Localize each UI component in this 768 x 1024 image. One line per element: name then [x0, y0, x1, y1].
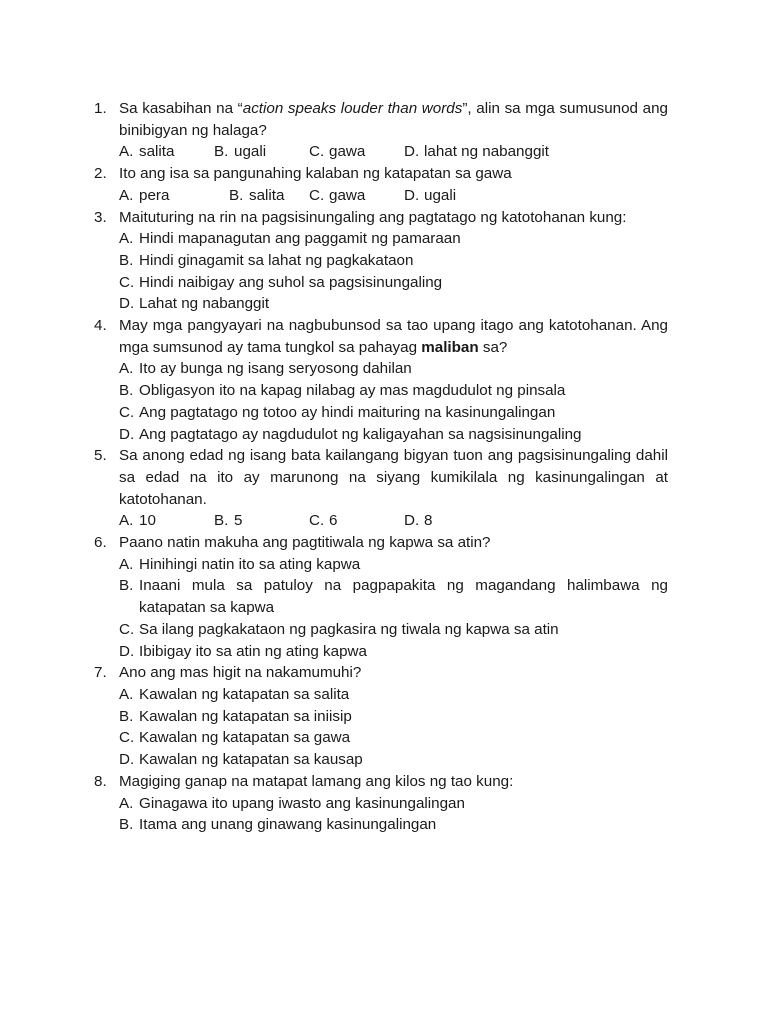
- question-stem: [119, 315, 668, 358]
- stem-text: May mga pangyayari na nagbubunsod sa tao upang itago ang katotohanan. Ang mga sumsunod ay tama tungkol sa pahayag: [119, 317, 668, 356]
- question-number: 4.: [94, 317, 107, 335]
- choice-b: [214, 141, 309, 163]
- choice-b: [119, 380, 668, 402]
- choice-text: ugali: [234, 143, 267, 161]
- choice-letter: A.: [119, 555, 134, 573]
- choice-letter: B.: [119, 577, 134, 595]
- stem-italic-quote: action speaks louder than words: [242, 100, 463, 117]
- choice-letter: C.: [119, 620, 135, 638]
- choice-text: ugali: [424, 186, 457, 204]
- choice-b: [119, 575, 668, 618]
- choice-d: [119, 424, 668, 446]
- stem-bold-word: maliban: [421, 338, 479, 356]
- choice-a: [119, 554, 668, 576]
- question-6: [94, 532, 668, 662]
- choice-d: [404, 185, 604, 207]
- choice-letter: C.: [119, 273, 135, 291]
- choice-letter: D.: [404, 143, 420, 161]
- choice-a: [119, 358, 668, 380]
- choice-text: Ibibigay ito sa atin ng ating kapwa: [139, 642, 367, 660]
- question-number: 8.: [94, 772, 107, 790]
- choice-c: [119, 619, 668, 641]
- choice-text: Ginagawa ito upang iwasto ang kasinungalingan: [139, 794, 465, 812]
- choice-d: [404, 141, 604, 163]
- choice-text: Lahat ng nabanggit: [139, 295, 270, 313]
- choice-letter: C.: [309, 512, 325, 530]
- question-8: [94, 771, 668, 836]
- choices: [119, 358, 668, 445]
- question-2: [94, 163, 668, 206]
- choice-letter: C.: [119, 403, 135, 421]
- choice-letter: B.: [214, 512, 229, 530]
- choice-text: gawa: [329, 186, 366, 204]
- question-5: [94, 445, 668, 532]
- choice-a: [119, 141, 214, 163]
- choice-text: Itama ang unang ginawang kasinungalingan: [139, 816, 437, 834]
- choice-letter: A.: [119, 143, 134, 161]
- choice-d: [404, 510, 604, 532]
- question-stem: Paano natin makuha ang pagtitiwala ng kapwa sa atin?: [119, 534, 491, 552]
- choice-text: Kawalan ng katapatan sa salita: [139, 685, 350, 703]
- question-stem: Sa anong edad ng isang bata kailangang bigyan tuon ang pagsisinungaling dahil sa edad na ito ay marunong na siyang kumikilala ng kasinungalingan at katotohanan.: [119, 447, 668, 508]
- choice-letter: A.: [119, 512, 134, 530]
- choice-a: [119, 510, 214, 532]
- stem-text: sa?: [478, 338, 508, 356]
- choice-text: Ang pagtatago ay nagdudulot ng kaligayahan sa nagsisinungaling: [139, 425, 582, 443]
- choice-letter: B.: [119, 816, 134, 834]
- question-number: 6.: [94, 534, 107, 552]
- question-stem: Magiging ganap na matapat lamang ang kilos ng tao kung:: [119, 772, 514, 790]
- choice-d: [119, 641, 668, 663]
- choice-b: [119, 250, 668, 272]
- question-number: 1.: [94, 100, 107, 117]
- choice-text: 5: [234, 512, 243, 530]
- choice-letter: B.: [229, 186, 244, 204]
- choice-text: 8: [424, 512, 433, 530]
- choice-text: Inaani mula sa patuloy na pagpapakita ng magandang halimbawa ng katapatan sa kapwa: [139, 577, 668, 617]
- choice-c: [119, 727, 668, 749]
- choice-letter: D.: [119, 425, 135, 443]
- question-7: [94, 662, 668, 771]
- question-number: 7.: [94, 664, 107, 682]
- choice-text: lahat ng nabanggit: [424, 143, 549, 161]
- choice-b: [119, 706, 668, 728]
- choice-text: Hinihingi natin ito sa ating kapwa: [139, 555, 361, 573]
- choice-letter: A.: [119, 360, 134, 378]
- choice-text: Hindi naibigay ang suhol sa pagsisinungaling: [139, 273, 443, 291]
- choice-a: [119, 185, 229, 207]
- question-3: [94, 207, 668, 316]
- choice-text: Ito ay bunga ng isang seryosong dahilan: [139, 360, 412, 378]
- choice-text: 10: [139, 512, 156, 530]
- choice-b: [214, 510, 309, 532]
- choice-d: [119, 749, 668, 771]
- choice-c: [309, 141, 404, 163]
- choice-text: Kawalan ng katapatan sa gawa: [139, 729, 351, 747]
- choice-c: [119, 272, 668, 294]
- question-number: 2.: [94, 165, 107, 183]
- choice-text: Ang pagtatago ng totoo ay hindi maituring na kasinungalingan: [139, 403, 556, 421]
- choice-b: [119, 814, 668, 836]
- choice-text: pera: [139, 186, 170, 204]
- choice-letter: C.: [309, 143, 325, 161]
- question-1: [94, 98, 668, 163]
- question-stem: [119, 98, 668, 141]
- stem-text: ”, alin sa mga sumusunod ang binibigyan ng halaga?: [119, 100, 668, 139]
- choice-text: Kawalan ng katapatan sa kausap: [139, 751, 363, 769]
- choice-letter: D.: [119, 751, 135, 769]
- choice-c: [119, 402, 668, 424]
- choice-a: [119, 684, 668, 706]
- choice-c: [309, 185, 404, 207]
- question-stem: Ano ang mas higit na nakamumuhi?: [119, 664, 362, 682]
- choices: [119, 793, 668, 836]
- choices: [119, 185, 668, 207]
- choice-letter: B.: [214, 143, 229, 161]
- choice-letter: D.: [404, 186, 420, 204]
- choice-text: Obligasyon ito na kapag nilabag ay mas magdudulot ng pinsala: [139, 382, 566, 400]
- question-number: 3.: [94, 208, 107, 226]
- choice-letter: D.: [119, 642, 135, 660]
- choice-b: [229, 185, 309, 207]
- choice-letter: A.: [119, 230, 134, 248]
- choices: [119, 228, 668, 315]
- choice-letter: B.: [119, 382, 134, 400]
- choice-c: [309, 510, 404, 532]
- choice-text: gawa: [329, 143, 366, 161]
- question-stem: Ito ang isa sa pangunahing kalaban ng katapatan sa gawa: [119, 165, 512, 183]
- choice-letter: D.: [119, 295, 135, 313]
- choice-text: Sa ilang pagkakataon ng pagkasira ng tiwala ng kapwa sa atin: [139, 620, 559, 638]
- choices: [119, 684, 668, 771]
- choice-letter: C.: [309, 186, 325, 204]
- question-number: 5.: [94, 447, 107, 465]
- choice-letter: A.: [119, 685, 134, 703]
- choice-a: [119, 228, 668, 250]
- choice-text: salita: [139, 143, 175, 161]
- choices: [119, 141, 668, 163]
- choice-letter: B.: [119, 251, 134, 269]
- choice-letter: B.: [119, 707, 134, 725]
- choice-letter: A.: [119, 186, 134, 204]
- question-list: [94, 98, 668, 836]
- choice-a: [119, 793, 668, 815]
- stem-text: Sa kasabihan na “: [119, 100, 243, 117]
- choice-text: Hindi mapanagutan ang paggamit ng pamaraan: [139, 230, 461, 248]
- choice-letter: C.: [119, 729, 135, 747]
- choice-text: Kawalan ng katapatan sa iniisip: [139, 707, 352, 725]
- choice-text: salita: [249, 186, 285, 204]
- choice-text: 6: [329, 512, 338, 530]
- choices: [119, 554, 668, 663]
- choice-d: [119, 293, 668, 315]
- question-4: [94, 315, 668, 445]
- question-stem: Maituturing na rin na pagsisinungaling ang pagtatago ng katotohanan kung:: [119, 208, 627, 226]
- choices: [119, 510, 668, 532]
- choice-letter: D.: [404, 512, 420, 530]
- choice-text: Hindi ginagamit sa lahat ng pagkakataon: [139, 251, 414, 269]
- choice-letter: A.: [119, 794, 134, 812]
